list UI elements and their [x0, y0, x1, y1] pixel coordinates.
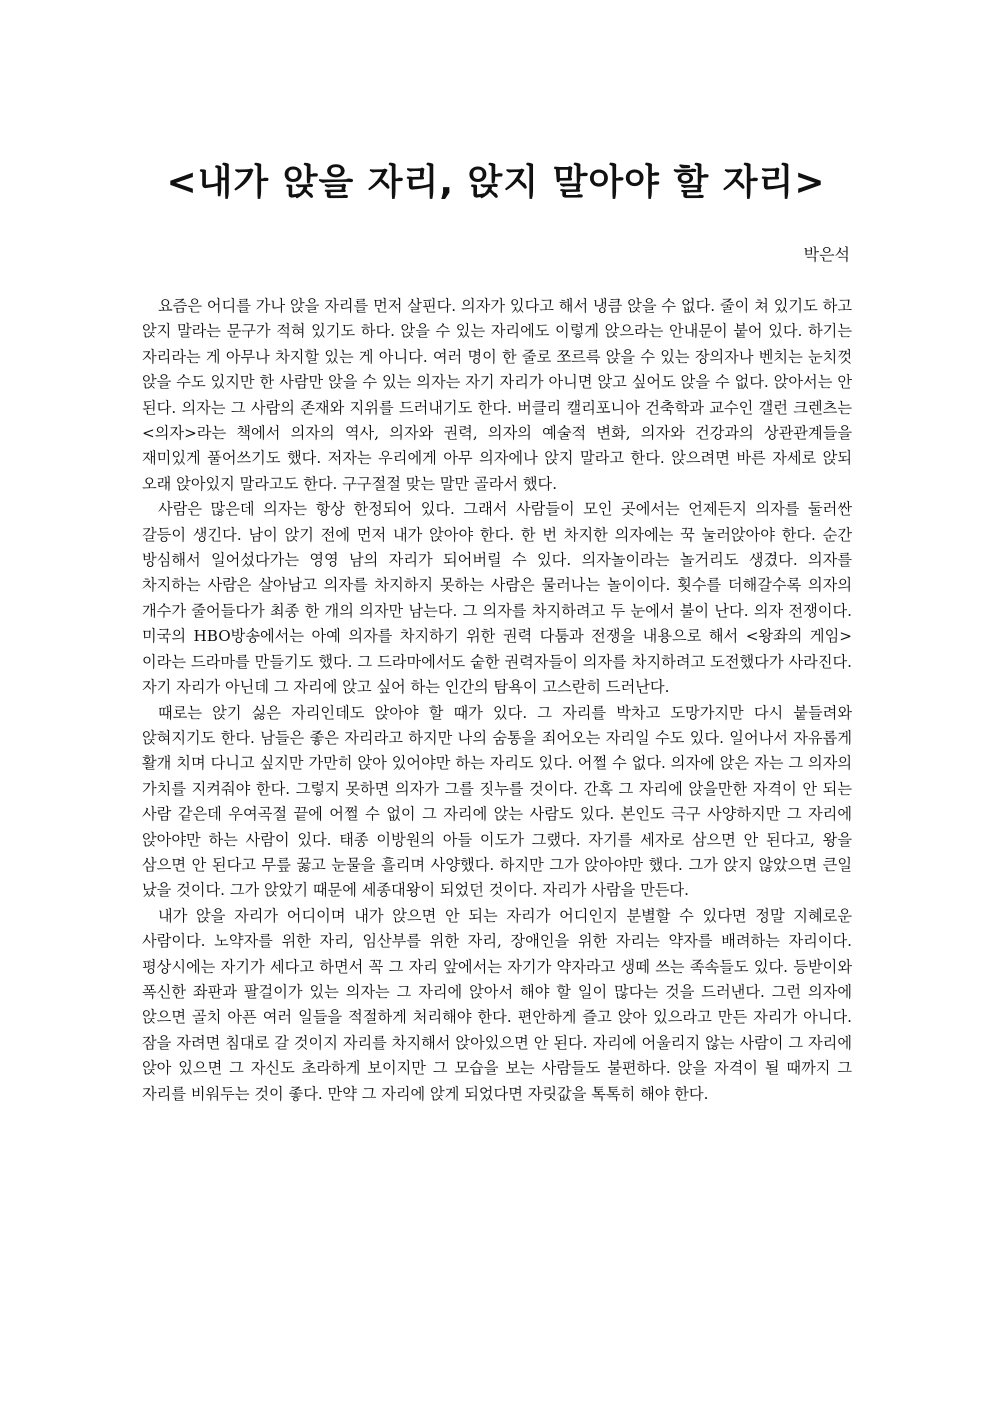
- paragraph: 내가 앉을 자리가 어디이며 내가 앉으면 안 되는 자리가 어디인지 분별할 수 있다면 정말 지혜로운 사람이다. 노약자를 위한 자리, 임산부를 위한 자리, 장애인을 위한 자리는 약자를 배려하는 자리이다. 평상시에는 자기가 세다고 하면서 꼭 그 자리 앞에서는 자기가 약자라고 생떼 쓰는 족속들도 있다. 등받이와 폭신한 좌판과 팔걸이가 있는 의자는 그 자리에 앉아서 해야 할 일이 많다는 것을 드러낸다. 그런 의자에 앉으면 골치 아픈 여러 일들을 적절하게 처리해야 한다. 편안하게 즐고 앉아 있으라고 만든 자리가 아니다. 잠을 자려면 침대로 갈 것이지 자리를 차지해서 앉아있으면 안 된다. 자리에 어울리지 않는 사람이 그 자리에 앉아 있으면 그 자신도 초라하게 보이지만 그 모습을 보는 사람들도 불편하다. 앉을 자격이 될 때까지 그 자리를 비워두는 것이 좋다. 만약 그 자리에 앉게 되었다면 자릿값을 톡톡히 해야 한다.: [142, 906, 852, 1103]
- document-body: [142, 294, 852, 1107]
- paragraph: 때로는 앉기 싫은 자리인데도 앉아야 할 때가 있다. 그 자리를 박차고 도망가지만 다시 붙들려와 앉혀지기도 한다. 남들은 좋은 자리라고 하지만 나의 숨통을 죄어오는 자리일 수도 있다. 일어나서 자유롭게 활개 치며 다니고 싶지만 가만히 앉아 있어야만 하는 자리도 있다. 어쩔 수 없다. 의자에 앉은 자는 그 의자의 가치를 지켜줘야 한다. 그렇지 못하면 의자가 그를 짓누를 것이다. 간혹 그 자리에 앉을만한 자격이 안 되는 사람 같은데 우여곡절 끝에 어쩔 수 없이 그 자리에 앉는 사람도 있다. 본인도 극구 사양하지만 그 자리에 앉아야만 하는 사람이 있다. 태종 이방원의 아들 이도가 그랬다. 자기를 세자로 삼으면 안 된다고, 왕을 삼으면 안 된다고 무릎 꿇고 눈물을 흘리며 사양했다. 하지만 그가 앉아야만 했다. 그가 앉지 않았으면 큰일 났을 것이다. 그가 앉았기 때문에 세종대왕이 되었던 것이다. 자리가 사람을 만든다.: [142, 703, 852, 900]
- author-name: 박은석: [803, 245, 850, 264]
- paragraph: 사람은 많은데 의자는 항상 한정되어 있다. 그래서 사람들이 모인 곳에서는 언제든지 의자를 둘러싼 갈등이 생긴다. 남이 앉기 전에 먼저 내가 앉아야 한다. 한 번 차지한 의자에는 꾹 눌러앉아야 한다. 순간 방심해서 일어섰다가는 영영 남의 자리가 되어버릴 수 있다. 의자놀이라는 놀거리도 생겼다. 의자를 차지하는 사람은 살아남고 의자를 차지하지 못하는 사람은 물러나는 놀이이다. 횟수를 더해갈수록 의자의 개수가 줄어들다가 최종 한 개의 의자만 남는다. 그 의자를 차지하려고 두 눈에서 불이 난다. 의자 전쟁이다. 미국의 HBO방송에서는 아예 의자를 차지하기 위한 권력 다툼과 전쟁을 내용으로 해서 <왕좌의 게임>이라는 드라마를 만들기도 했다. 그 드라마에서도 숱한 권력자들이 의자를 차지하려고 도전했다가 사라진다. 자기 자리가 아닌데 그 자리에 앉고 싶어 하는 인간의 탐욕이 고스란히 드러난다.: [142, 500, 852, 697]
- document-title: <내가 앉을 자리, 앉지 말아야 할 자리>: [166, 162, 826, 203]
- paragraph: 요즘은 어디를 가나 앉을 자리를 먼저 살핀다. 의자가 있다고 해서 냉큼 앉을 수 없다. 줄이 쳐 있기도 하고 앉지 말라는 문구가 적혀 있기도 하다. 앉을 수 있는 자리에도 이렇게 앉으라는 안내문이 붙어 있다. 하기는 자리라는 게 아무나 차지할 있는 게 아니다. 여러 명이 한 줄로 쪼르륵 앉을 수 있는 장의자나 벤치는 눈치껏 앉을 수도 있지만 한 사람만 앉을 수 있는 의자는 자기 자리가 아니면 앉고 싶어도 앉을 수 없다. 앉아서는 안 된다. 의자는 그 사람의 존재와 지위를 드러내기도 한다. 버클리 캘리포니아 건축학과 교수인 갤런 크렌츠는 <의자>라는 책에서 의자의 역사, 의자와 권력, 의자의 예술적 변화, 의자와 건강과의 상관관계들을 재미있게 풀어쓰기도 했다. 저자는 우리에게 아무 의자에나 앉지 말라고 한다. 앉으려면 바른 자세로 앉되 오래 앉아있지 말라고도 한다. 구구절절 맞는 말만 골라서 했다.: [142, 297, 852, 493]
